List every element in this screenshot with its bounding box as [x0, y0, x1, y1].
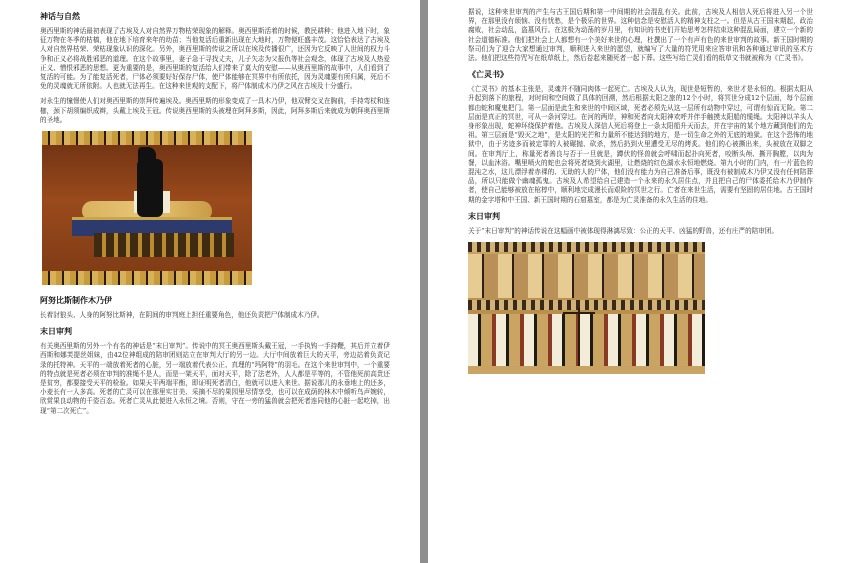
section-title-anubis: 阿努比斯制作木乃伊 [40, 295, 112, 306]
paragraph: 有关奥西里斯的另外一个有名的神话是“末日审判”。传说中的冥王奥西里斯头戴王冠，一手执钩一手持鞭，其后并立着伊西斯和娜芙提丝姐妹，由42位神组成的陪审团则站立在审判大厅的另一边。大厅中间放着巨大的天平，旁边站着负责记录的托特神。天平的一端放着死者的心脏，另一端放着代表公正、真理的“玛阿特”的羽毛。在这个来世审判中，一个重要的特点就是死者必须在审判的准绳不是人，而是一架天平，面对天平，除了法老外，人人都是平等的，不管他死前高贵还是贫穷，都要接受天平的检验。如果天平两端平衡，即证明死者清白，他就可以进入来世。据说那儿的永垂地上的还多，小麦长有一人多高。死者的亡灵可以在那里实甘美、采摘不尽的果园里尽情享受，也可以在成荫的林木中倾听鸟声婉转，欣赏果良动物的千姿百态。死者亡灵从此便进入永恒之境。否则，守在一旁的猛兽就会把死者连同他的心脏一起吃掉，出现“第二次死亡”。 [40, 342, 390, 415]
paragraph: 《亡灵书》的基本主张是，灵魂并不随同肉体一起死亡。古埃及人认为，现世是短暂的，来世才是永恒的。根据太阳从升起到落下的旅程，对时间和空间做了具体的回溯，然后根据太阳之旅的12个小时，将冥世分成12个层面，每个层面都由蛇和魔鬼把门。第一层面是此生和来世的中间区域，死者必须先从这一层所有动物中穿过，可谓有惊而无险。第二层面是真正的冥世，可从一条河穿过。在河的两岸，神和死者向太阳神欢呼并伴手触摸太阳船的缆绳。太阳神以羊头人身形象出现，蛇神环绕保护着他。古埃及人深信人死后将登上一条太阳船升天而去，并在宇宙的某个地方藏到他们的先祖。第三层面是“毁灭之地”，是太阳的光芒和力量所不能达到的地方，是一切生命之外的无底的地狱。在这个恐怖的地狱中，由于劣迹多而被定罪的人被碾抛、砍杀，然后扔到火里遭受无尽的烤炙。他们的心被撕出来，头被放在双脚之间。在审判厅上，称量死者善良与否于一旦就是，蹲伏的怪兽就会呼啸而起扑向死者，咬断头颅、撕开胸膛，以肉为餐，以血沐浴。嘴里喷火的蛇也会将死者烧到火湖里，让燃烧的红色湖水永恒地燃烧。第九小时的门内，有一片蓝色的混沌之水，这儿漂浮着赤裸的、无助的人的尸体，他们没有能力为自己准备后事，既没有被制成木乃伊又没有任何陪葬品，所以只能做个幽魂孤鬼。古埃及人希望给自己建造一个永来的永久居住点，并且把自己的尸体委托给木乃伊制作者，使自己能够被放在棺椁中，顺利地完成漫长而艰险的冥世之行。亡者在来世生活，需要有坚固的居住地。古王国时期的金字塔和中王国、新王国时期的石窟墓室，都是为亡灵准备的永久生活的住地。 [468, 85, 813, 204]
section-title-last-judgment: 末日审判 [40, 326, 72, 337]
section-title-last-judgment-right: 末日审判 [468, 210, 500, 221]
left-page [0, 0, 420, 563]
paragraph: 据说，这种来世审判的产生与古王国后期和第一中间期的社会混乱有关。此前，古埃及人相信人死后将进入另一个世界，在那里没有烦恼、没有忧愁，是个极乐的世界。这种信念是安慰活人的精神支柱之一。但是从古王国末期起，政治腐败，社会动乱，盗墓风行。在这极为动荡的岁月里，有知识的书吏们开始思考怎样结束这种混乱局面，建立一个新的社会道德标准。他们把社会上人都想有一个美好来世的心理，杜撰出了一个有声有色的来世审判的故事。新王国时期的祭司们为了迎合大家想通过审判，顺利进入来世的愿望，就编写了大量的符咒用来应答审讯和各种通过审讯的巫术方法。他们把这些符咒写在纸草纸上，然后卷起来随死者一起下葬。这些写给亡灵们看的纸草文书就被称为《亡灵书》。 [468, 8, 813, 63]
paragraph: 关于“末日审判”的神话传说在这幅画中被体现得淋漓尽致：公正的天平、凶猛的野兽，还有庄严的陪审团。 [468, 226, 779, 235]
section-title-myth-nature: 神话与自然 [40, 11, 80, 21]
right-page [428, 0, 843, 563]
section-title-book-of-dead: 《亡灵书》 [468, 69, 508, 80]
judgment-scene-illustration [468, 242, 705, 374]
anubis-mummy-illustration [42, 131, 252, 285]
paragraph: 长着豺狼头、人身的阿努比斯神，在阴间的审判庭上担任重要角色，他还负责把尸体制成木乃伊。 [40, 311, 324, 320]
paragraph: 对永生的憧憬使人们对奥西里斯的崇拜传遍埃及。奥西里斯的形象变成了一具木乃伊，他双臂交叉在胸前，手持弯杖和连枷，颈下胡须编织成辫，头戴上埃及王冠。传说奥西里斯的头被埋在阿拜多斯，因此，阿拜多斯后来就成为朝拜奥西里斯的圣地。 [40, 97, 390, 124]
paragraph: 奥西里斯的神话最初表现了古埃及人对自然界万物枯荣现象的解释。奥西里斯活着的时候，教民耕种；他进入地下时，象征万物在冬季的枯槁，他在地下培育来年的幼苗；当他复活后重新出现在大地时，万物便旺盛丰茂。这恰恰表达了古埃及人对自然界枯荣、荣枯现象认识的深化。另外，奥西里斯的传说之所以在埃及传播很广，还因为它反映了人世间的权力斗争和正义必将战胜邪恶的道理。在这个故事里，妻子急于寻找丈夫，儿子矢志为父报仇等社会观念，体现了古埃及人热爱正义、憎恨邪恶的思想。更为重要的是，奥西里斯的复活给人们带来了莫大的安慰——从奥西里斯的故事中，人们看到了复活的可能。为了能复活死者，尸体必须要好好保存尸体，使尸体能够在冥界中有所依托，因为灵魂要有所归属，死后不免的灵魂就无所依附。人也就无法再生。在这种来世观的支配下，将尸体制成木乃伊之风在古埃及十分盛行。 [40, 27, 390, 91]
